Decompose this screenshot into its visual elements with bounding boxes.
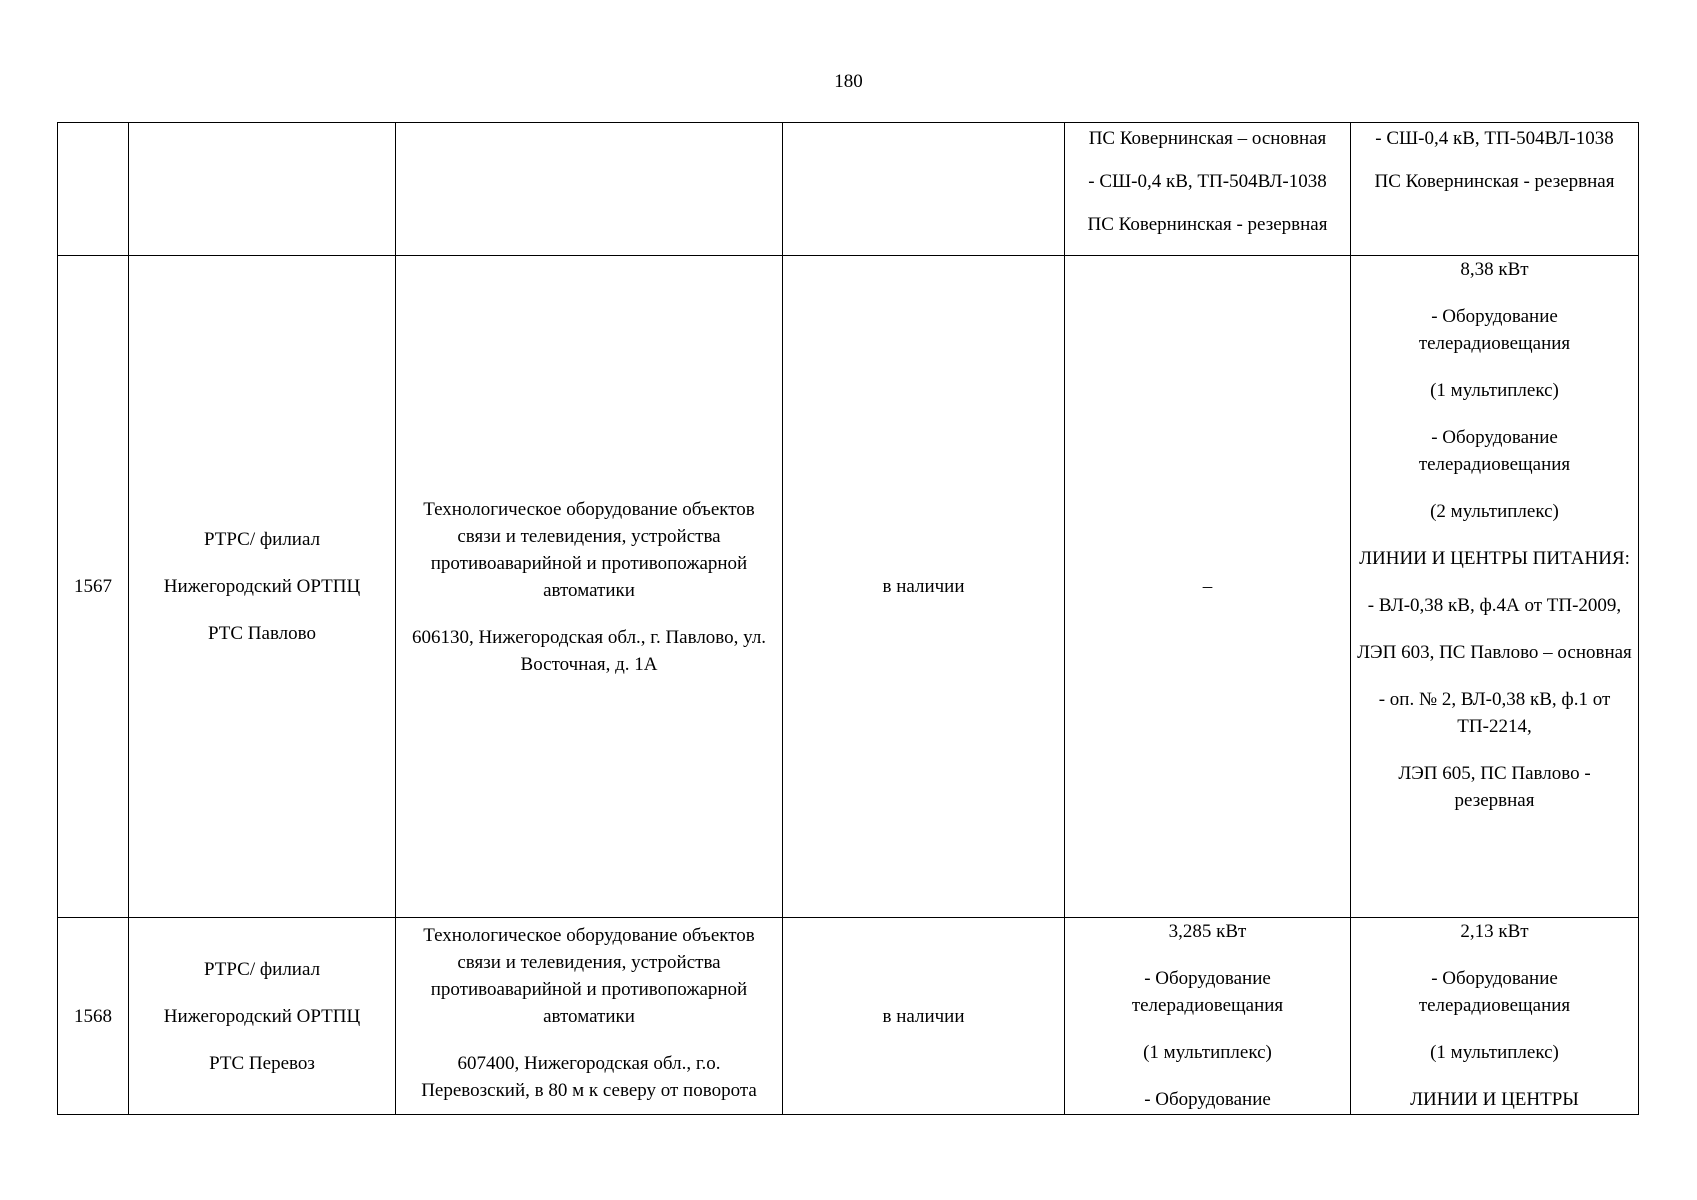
power-source-cell: ПС Ковернинская – основная - СШ-0,4 кВ, ТП-504ВЛ-1038 ПС Ковернинская - резервная [1065,123,1351,256]
number-cell [58,123,129,256]
power-source-cell: – [1065,256,1351,918]
status-cell: в наличии [783,256,1065,918]
power-lines-cell: 2,13 кВт - Оборудование телерадиовещания (1 мультиплекс) ЛИНИИ И ЦЕНТРЫ [1351,918,1639,1115]
object-cell [396,123,783,256]
number-cell: 1567 [58,256,129,918]
power-source-cell: 3,285 кВт - Оборудование телерадиовещания (1 мультиплекс) - Оборудование [1065,918,1351,1115]
owner-cell: РТРС/ филиал Нижегородский ОРТПЦ РТС Перевоз [129,918,396,1115]
status-cell [783,123,1065,256]
data-table [57,122,1639,1115]
table-row [58,123,1639,256]
owner-cell: РТРС/ филиал Нижегородский ОРТПЦ РТС Павлово [129,256,396,918]
object-cell: Технологическое оборудование объектов связи и телевидения, устройства противоаварийной и противопожарной автоматики 607400, Нижегородская обл., г.о. Перевозский, в 80 м к северу от поворота [396,918,783,1115]
power-lines-cell: 8,38 кВт - Оборудование телерадиовещания (1 мультиплекс) - Оборудование телерадиовещания (2 мультиплекс) ЛИНИИ И ЦЕНТРЫ ПИТАНИЯ: - ВЛ-0,38 кВ, ф.4А от ТП-2009, ЛЭП 603, ПС Павлово – основная - оп. № 2, ВЛ-0,38 кВ, ф.1 от ТП-2214, ЛЭП 605, ПС Павлово - резервная [1351,256,1639,918]
page-number: 180 [834,71,863,92]
table-row [58,918,1639,1115]
number-cell: 1568 [58,918,129,1115]
power-lines-cell: - СШ-0,4 кВ, ТП-504ВЛ-1038 ПС Ковернинская - резервная [1351,123,1639,256]
table-row [58,256,1639,918]
object-cell: Технологическое оборудование объектов связи и телевидения, устройства противоаварийной и противопожарной автоматики 606130, Нижегородская обл., г. Павлово, ул. Восточная, д. 1А [396,256,783,918]
status-cell: в наличии [783,918,1065,1115]
owner-cell [129,123,396,256]
